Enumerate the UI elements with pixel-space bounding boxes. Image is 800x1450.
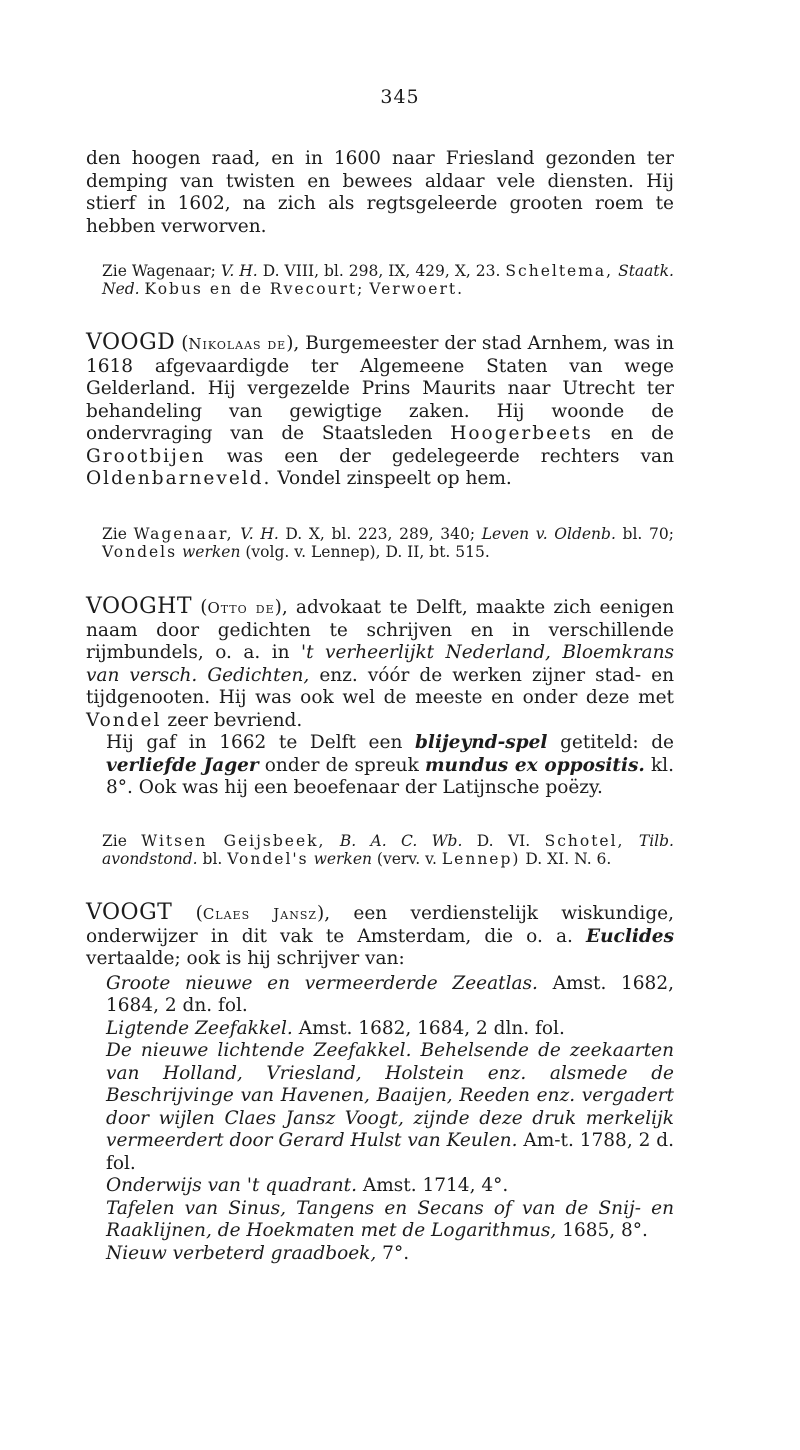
ref1-d: Scheltema,: [505, 262, 614, 280]
ref2-i: (volg. v. Lennep), D. II, bt. 515.: [245, 543, 490, 561]
entry-vooght: [86, 596, 674, 800]
ref3-l: D. XI. N. 6.: [525, 850, 612, 868]
ref3-b: Witsen Geijsbeek,: [141, 832, 326, 850]
works-list: [86, 973, 674, 1266]
entry-vooght-t3: zeer bevriend.: [167, 709, 303, 731]
reference-1: [86, 262, 674, 298]
work-imprint: Am-t. 1788, 2 d. fol.: [106, 1130, 674, 1174]
work-title: Onderwijs van 't quadrant.: [106, 1175, 357, 1196]
entry-voogd-t3: was een der gedelegeerde rechters van: [226, 445, 674, 467]
intro-paragraph: [86, 148, 674, 238]
ref3-f: Tilb. avondstond.: [102, 832, 674, 868]
entry-voogt-text: VOOGT (Claes Jansz), een verdienstelijk wiskundige, onderwijzer in dit vak te Amsterdam, die o. a. Euclides vertaalde; ook is hij schrijver van:: [86, 900, 674, 969]
work-imprint: 7°.: [382, 1242, 410, 1264]
work-imprint: Amst. 1682, 1684, 2 dln. fol.: [298, 1017, 565, 1039]
entry-voogd-t2: en de: [610, 423, 674, 444]
ref2-f: bl. 70;: [622, 525, 674, 543]
intro-text: den hoogen raad, en in 1600 naar Friesland gezonden ter demping van twisten en bewees aldaar vele diensten. Hij stierf in 1602, na zich als regtsgeleerde grooten roem te hebben verworven.: [86, 148, 674, 237]
entry-voogd-head: VOOGD: [86, 330, 176, 355]
ref1-b: V. H.: [220, 262, 258, 280]
entry-vooght-text: VOOGHT (Otto de), advokaat te Delft, maakte zich eenigen naam door gedichten te schrijven en in verschillende rijmbundels, o. a. in 't verheerlijkt Nederland, Bloemkrans van versch. Gedichten, enz. vóór de werken zijner stad- en tijdgenooten. Hij was ook wel de meeste en onder deze met Vondel zeer bevriend.: [86, 594, 675, 731]
entry-vooght-p2a: Hij gaf in 1662 te Delft een: [106, 732, 403, 753]
ref3-i: werken: [313, 850, 372, 868]
ref3-d: D. VI.: [476, 832, 531, 850]
entry-vooght-t1: , advokaat te Delft, maakte zich eenigen naam door gedichten te schrijven en in verschillende rijmbundels, o. a. in: [86, 597, 674, 663]
entry-voogt-head: VOOGT: [86, 900, 173, 925]
entry-voogd-name: Nikolaas de: [188, 335, 287, 353]
entry-vooght-name: Otto de: [207, 599, 275, 617]
ref1-e: Staatk. Ned.: [102, 262, 674, 298]
ref1-f: Kobus en de Rvecourt;: [144, 280, 365, 298]
work-title: Tafelen van Sinus, Tangens en Secans of van de Snij- en Raaklijnen, de Hoekmaten met de Logarithmus,: [106, 1197, 674, 1241]
entry-vooght-i2: blijeynd-spel: [415, 732, 548, 753]
entry-vooght-p2d: kl. 8°. Ook was hij een beoefenaar der Latijnsche poëzy.: [106, 754, 674, 798]
entry-voogt-i1: Euclides: [586, 925, 674, 947]
ref2-b: Wagenaar,: [133, 525, 234, 543]
entry-voogd-t4: Vondel zinspeelt op hem.: [277, 468, 512, 489]
ref2-g: Vondels: [102, 543, 178, 561]
entry-vooght-para2: [86, 732, 674, 800]
work-item: [86, 1175, 674, 1198]
reference-1-text: [86, 262, 674, 298]
entry-vooght-p2b: getiteld: de: [560, 732, 674, 753]
work-title: De nieuwe lichtende Zeefakkel. Behelsende de zeekaarten van Holland, Vriesland, Holstein enz. alsmede de Beschrijvinge van Havenen, Baaijen, Reeden enz. vergadert door wijlen Claes Jansz Voogt, zijnde deze druk merkelijk vermeerdert door Gerard Hulst van Keulen.: [106, 1040, 674, 1151]
ref3-g: bl.: [202, 850, 223, 868]
work-imprint: Amst. 1714, 4°.: [362, 1175, 509, 1196]
work-title: Groote nieuwe en vermeerderde Zeeatlas.: [106, 972, 538, 994]
work-item: [86, 1243, 674, 1266]
entry-vooght-head: VOOGHT: [86, 594, 193, 619]
ref2-h: werken: [182, 543, 241, 561]
reference-3: [86, 832, 674, 868]
work-imprint: 1685, 8°.: [562, 1220, 648, 1241]
ref1-g: Verwoert.: [369, 280, 465, 298]
entry-voogt: [86, 902, 674, 1265]
ref1-a: Zie Wagenaar;: [102, 262, 216, 280]
ref3-c: B. A. C. Wb.: [339, 832, 463, 850]
ref2-c: V. H.: [240, 525, 279, 543]
ref1-c: D. VIII, bl. 298, IX, 429, X, 23.: [262, 262, 501, 280]
entry-voogt-name: Claes Jansz: [202, 905, 318, 923]
entry-vooght-i4: mundus ex oppositis.: [424, 754, 645, 776]
entry-vooght-s1: Vondel: [86, 709, 162, 731]
work-item: [86, 1018, 674, 1041]
entry-voogd-s1: Hoogerbeets: [450, 423, 593, 444]
entry-voogt-t1: , een verdienstelijk wiskundige, onderwijzer in dit vak te Amsterdam, die o. a.: [86, 903, 674, 947]
entry-vooght-i3: verliefde Jager: [106, 754, 259, 776]
entry-vooght-i1: 't verheerlijkt Nederland, Bloemkrans van versch. Gedichten,: [86, 642, 674, 686]
ref2-d: D. X, bl. 223, 289, 340;: [285, 525, 476, 543]
work-title: Ligtende Zeefakkel.: [106, 1017, 293, 1039]
work-item: [86, 1040, 674, 1175]
ref3-e: Schotel,: [544, 832, 625, 850]
ref3-k: Lennep): [441, 850, 521, 868]
work-title: Nieuw verbeterd graadboek,: [106, 1242, 377, 1264]
entry-voogd-t1: , Burgemeester der stad Arnhem, was in 1618 afgevaardigde ter Algemeene Staten van wege Gelderland. Hij vergezelde Prins Maurits naar Utrecht ter behandeling van gewigtige zaken. Hij woonde de ondervraging van de Staatsleden: [86, 333, 675, 444]
reference-3-text: [86, 832, 674, 868]
entry-voogt-t2: vertaalde; ook is hij schrijver van:: [86, 948, 405, 969]
work-item: [86, 1198, 674, 1243]
ref3-a: Zie: [102, 832, 127, 850]
entry-vooght-t2: enz. vóór de werken zijner stad- en tijdgenooten. Hij was ook wel de meeste en onder deze met: [86, 664, 675, 708]
entry-voogd-text: VOOGD (Nikolaas de), Burgemeester der stad Arnhem, was in 1618 afgevaardigde ter Algemeene Staten van wege Gelderland. Hij vergezelde Prins Maurits naar Utrecht ter behandeling van gewigtige zaken. Hij woonde de ondervraging van de Staatsleden Hoogerbeets en de Grootbijen was een der gedelegeerde rechters van Oldenbarneveld. Vondel zinspeelt op hem.: [86, 330, 675, 489]
reference-2: [86, 525, 674, 561]
work-imprint: Amst. 1682, 1684, 2 dn. fol.: [106, 972, 674, 1016]
ref3-h: Vondel's: [227, 850, 309, 868]
ref2-a: Zie: [102, 525, 127, 543]
entry-voogd: [86, 332, 674, 491]
page-number: 345: [380, 86, 420, 108]
ref2-e: Leven v. Oldenb.: [481, 525, 616, 543]
ref3-j: (verv. v.: [376, 850, 437, 868]
entry-voogd-s2: Grootbijen: [86, 445, 206, 467]
entry-voogd-s3: Oldenbarneveld.: [86, 468, 272, 489]
work-item: [86, 973, 674, 1018]
reference-2-text: [86, 525, 674, 561]
entry-vooght-p2c: onder de spreuk: [264, 754, 419, 776]
